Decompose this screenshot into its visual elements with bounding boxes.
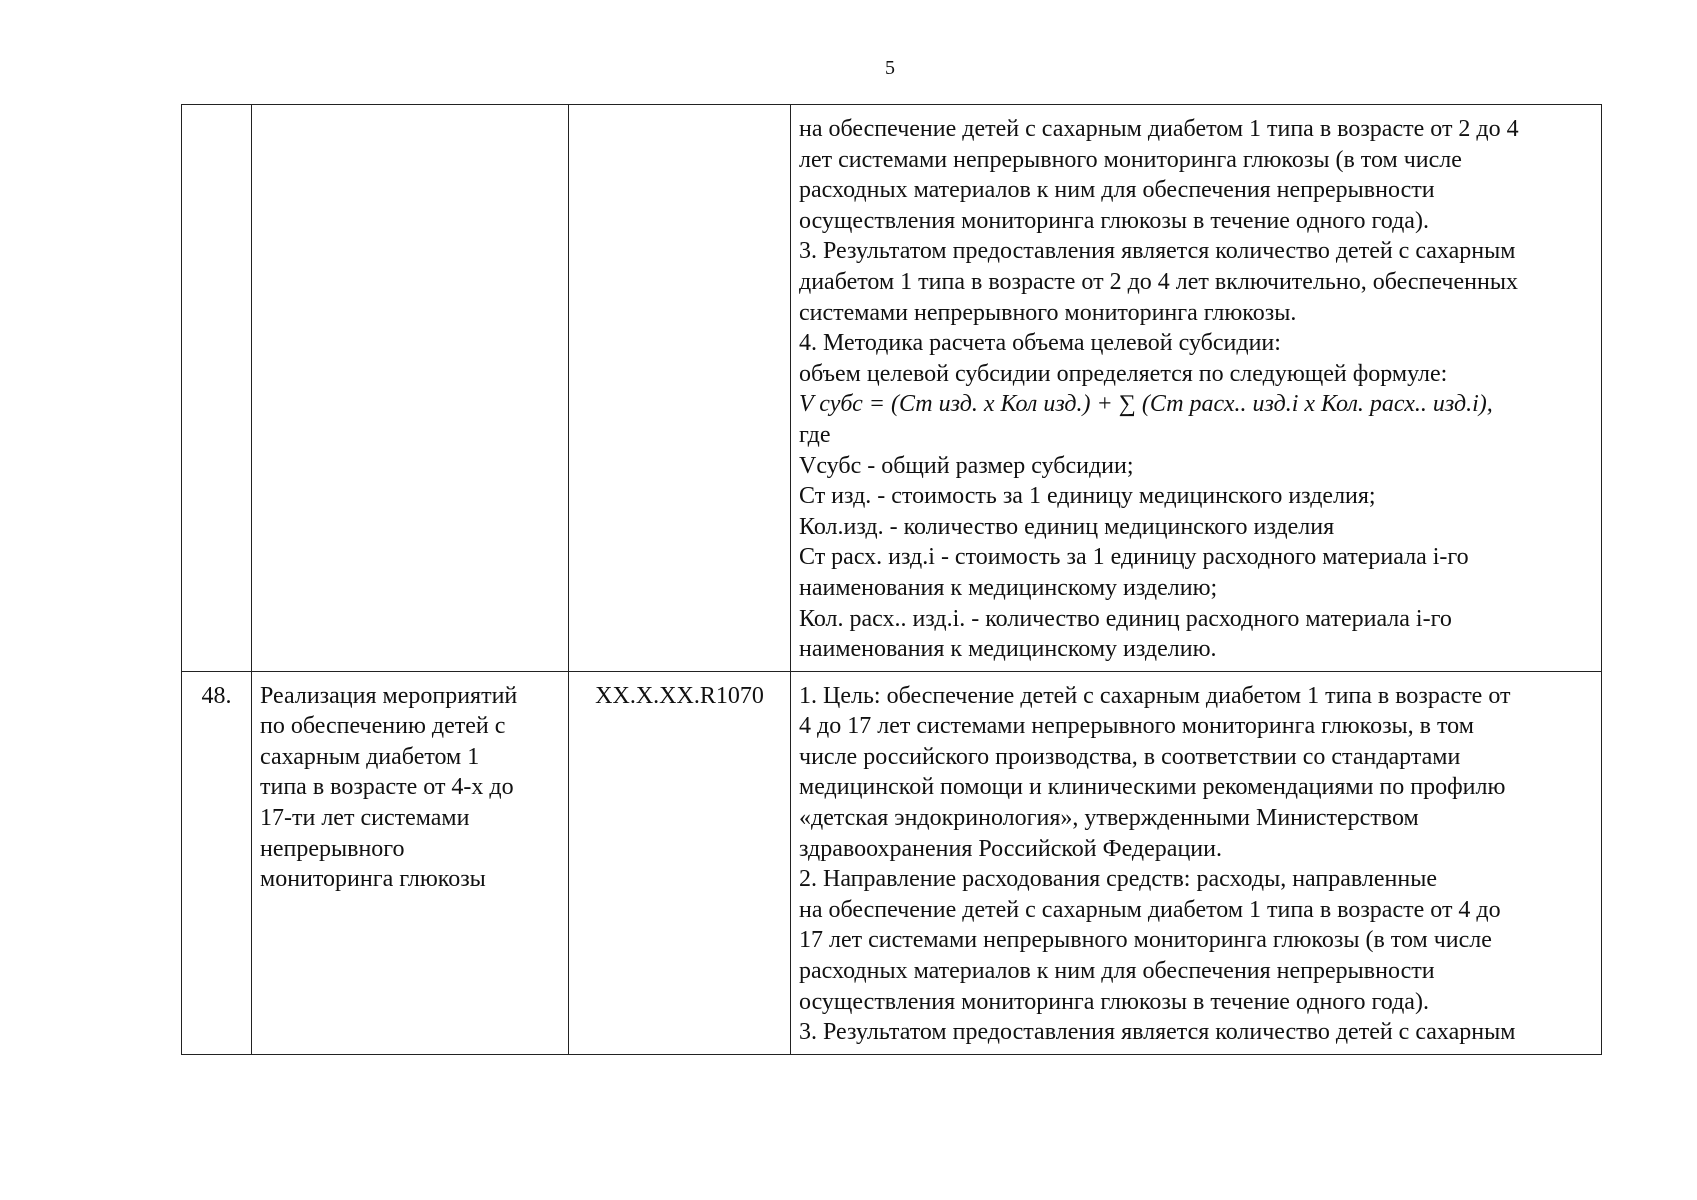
description-line: объем целевой субсидии определяется по следующей формуле: xyxy=(799,360,1448,387)
description-line: Ст изд. - стоимость за 1 единицу медицинского изделия; xyxy=(799,483,1376,510)
event-name-line: непрерывного xyxy=(260,835,405,862)
row-number-cell xyxy=(182,105,252,672)
page-number: 5 xyxy=(885,57,895,79)
description-line: диабетом 1 типа в возрасте от 2 до 4 лет включительно, обеспеченных xyxy=(799,268,1518,295)
description-line: расходных материалов к ним для обеспечения непрерывности xyxy=(799,177,1435,204)
description-line: расходных материалов к ним для обеспечения непрерывности xyxy=(799,958,1435,985)
table-row-continued xyxy=(182,105,1602,672)
description-line: 2. Направление расходования средств: расходы, направленные xyxy=(799,866,1437,893)
formula-line: V субс = (Ст изд. х Кол изд.) + ∑ (Ст расх.. изд.i х Кол. расх.. изд.i), xyxy=(799,391,1493,418)
description-line: осуществления мониторинга глюкозы в течение одного года). xyxy=(799,207,1429,234)
description-cell xyxy=(791,671,1602,1054)
description-line: на обеспечение детей с сахарным диабетом 1 типа в возрасте от 2 до 4 xyxy=(799,116,1519,142)
event-name-line: по обеспечению детей с xyxy=(260,713,506,740)
description-line: где xyxy=(799,421,831,448)
description-line: 17 лет системами непрерывного мониторинга глюкозы (в том числе xyxy=(799,927,1492,954)
table-row-48 xyxy=(182,671,1602,1054)
description-line: Vсубс - общий размер субсидии; xyxy=(799,452,1134,479)
description-line: системами непрерывного мониторинга глюкозы. xyxy=(799,299,1297,326)
description-line: здравоохранения Российской Федерации. xyxy=(799,835,1222,862)
description-line: числе российского производства, в соответствии со стандартами xyxy=(799,743,1461,770)
budget-code-cell xyxy=(569,105,791,672)
description-cell xyxy=(791,105,1602,672)
event-name-line: типа в возрасте от 4-х до xyxy=(260,774,514,801)
budget-code-cell: ХХ.Х.ХХ.R1070 xyxy=(569,671,791,1054)
description-line: наименования к медицинскому изделию. xyxy=(799,636,1217,663)
description-line: 4 до 17 лет системами непрерывного мониторинга глюкозы, в том xyxy=(799,713,1474,740)
event-name-line: сахарным диабетом 1 xyxy=(260,743,480,770)
description-line: 4. Методика расчета объема целевой субсидии: xyxy=(799,330,1281,357)
event-name-cell xyxy=(252,671,569,1054)
description-line: медицинской помощи и клиническими рекомендациями по профилю xyxy=(799,774,1506,801)
description-line: лет системами непрерывного мониторинга глюкозы (в том числе xyxy=(799,146,1462,173)
event-name-line: Реализация мероприятий xyxy=(260,682,518,709)
description-line: Кол. расх.. изд.i. - количество единиц расходного материала i-го xyxy=(799,605,1452,632)
description-line: 3. Результатом предоставления является количество детей с сахарным xyxy=(799,238,1516,265)
description-line: Ст расх. изд.i - стоимость за 1 единицу расходного материала i-го xyxy=(799,544,1469,571)
description-line: Кол.изд. - количество единиц медицинского изделия xyxy=(799,513,1335,540)
subsidy-table xyxy=(181,104,1602,1055)
event-name-line: 17-ти лет системами xyxy=(260,805,470,832)
description-line: 1. Цель: обеспечение детей с сахарным диабетом 1 типа в возрасте от xyxy=(799,682,1511,709)
row-number-cell: 48. xyxy=(182,671,252,1054)
description-line: осуществления мониторинга глюкозы в течение одного года). xyxy=(799,988,1429,1015)
description-line: наименования к медицинскому изделию; xyxy=(799,574,1218,601)
event-name-cell xyxy=(252,105,569,672)
event-name-line: мониторинга глюкозы xyxy=(260,866,486,893)
description-line: «детская эндокринология», утвержденными Министерством xyxy=(799,805,1419,832)
description-line: 3. Результатом предоставления является количество детей с сахарным xyxy=(799,1019,1516,1046)
description-line: на обеспечение детей с сахарным диабетом 1 типа в возрасте от 4 до xyxy=(799,896,1501,923)
